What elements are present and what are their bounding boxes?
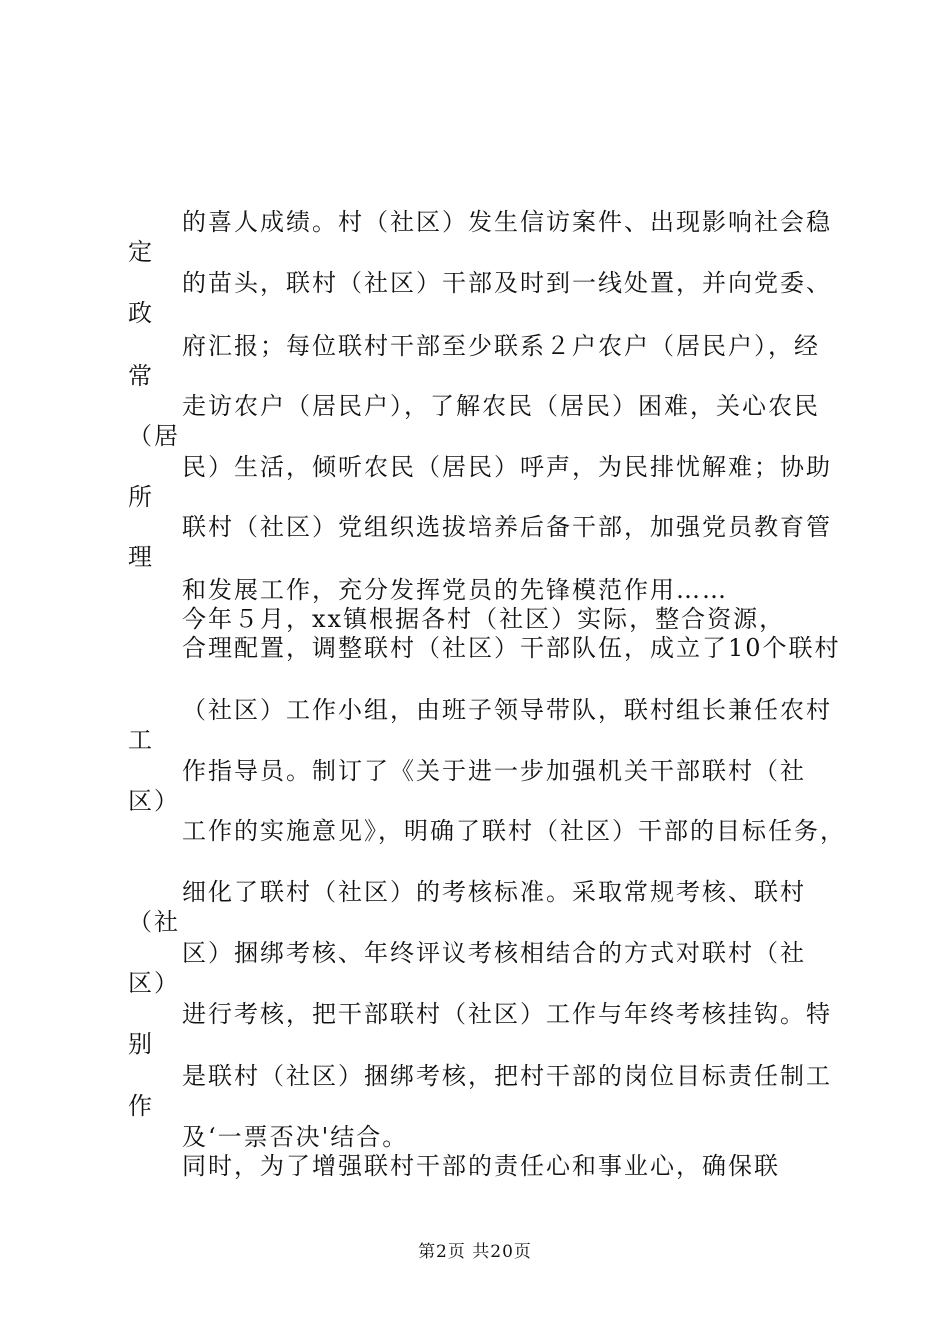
text-line: 作指导员。制订了《关于进一步加强机关干部联村（社 xyxy=(182,757,806,785)
text-line: 走访农户（居民户），了解农民（居民）困难，关心农民 xyxy=(182,392,820,420)
text-line: 定 xyxy=(128,238,154,266)
text-line: 区） xyxy=(128,787,180,815)
page-number-footer: 第2页 共20页 xyxy=(418,1242,532,1262)
text-line: 常 xyxy=(128,362,154,390)
text-line: 工作的实施意见》，明确了联村（社区）干部的目标任务， xyxy=(182,817,846,845)
text-line: 今年５月，xx镇根据各村（社区）实际，整合资源， xyxy=(182,605,786,633)
text-line: （居 xyxy=(128,422,180,450)
text-line: 所 xyxy=(128,483,154,511)
text-line: 理 xyxy=(128,543,154,571)
text-line: 联村（社区）党组织选拔培养后备干部，加强党员教育管 xyxy=(182,513,832,541)
text-line: 区） xyxy=(128,969,180,997)
text-line: 同时，为了增强联村干部的责任心和事业心，确保联 xyxy=(182,1152,780,1180)
text-line: 及‘一票否决'结合。 xyxy=(182,1123,409,1151)
text-line: 的喜人成绩。村（社区）发生信访案件、出现影响社会稳 xyxy=(182,208,832,236)
text-line: 府汇报；每位联村干部至少联系２户农户（居民户），经 xyxy=(182,332,820,360)
text-line: 别 xyxy=(128,1030,154,1058)
text-line: 细化了联村（社区）的考核标准。采取常规考核、联村 xyxy=(182,878,806,906)
text-line: 进行考核，把干部联村（社区）工作与年终考核挂钩。特 xyxy=(182,1000,832,1028)
text-line: 合理配置，调整联村（社区）干部队伍，成立了10个联村 xyxy=(182,634,841,662)
text-line: 区）捆绑考核、年终评议考核相结合的方式对联村（社 xyxy=(182,939,806,967)
text-line: 工 xyxy=(128,726,154,754)
text-line: （社 xyxy=(128,908,180,936)
text-line: 的苗头，联村（社区）干部及时到一线处置，并向党委、 xyxy=(182,269,832,297)
text-line: 和发展工作，充分发挥党员的先锋模范作用…… xyxy=(182,576,728,604)
text-line: 民）生活，倾听农民（居民）呼声，为民排忧解难；协助 xyxy=(182,453,832,481)
text-line: （社区）工作小组，由班子领导带队，联村组长兼任农村 xyxy=(182,696,832,724)
text-line: 政 xyxy=(128,299,154,327)
text-line: 作 xyxy=(128,1092,154,1120)
text-line: 是联村（社区）捆绑考核，把村干部的岗位目标责任制工 xyxy=(182,1062,832,1090)
